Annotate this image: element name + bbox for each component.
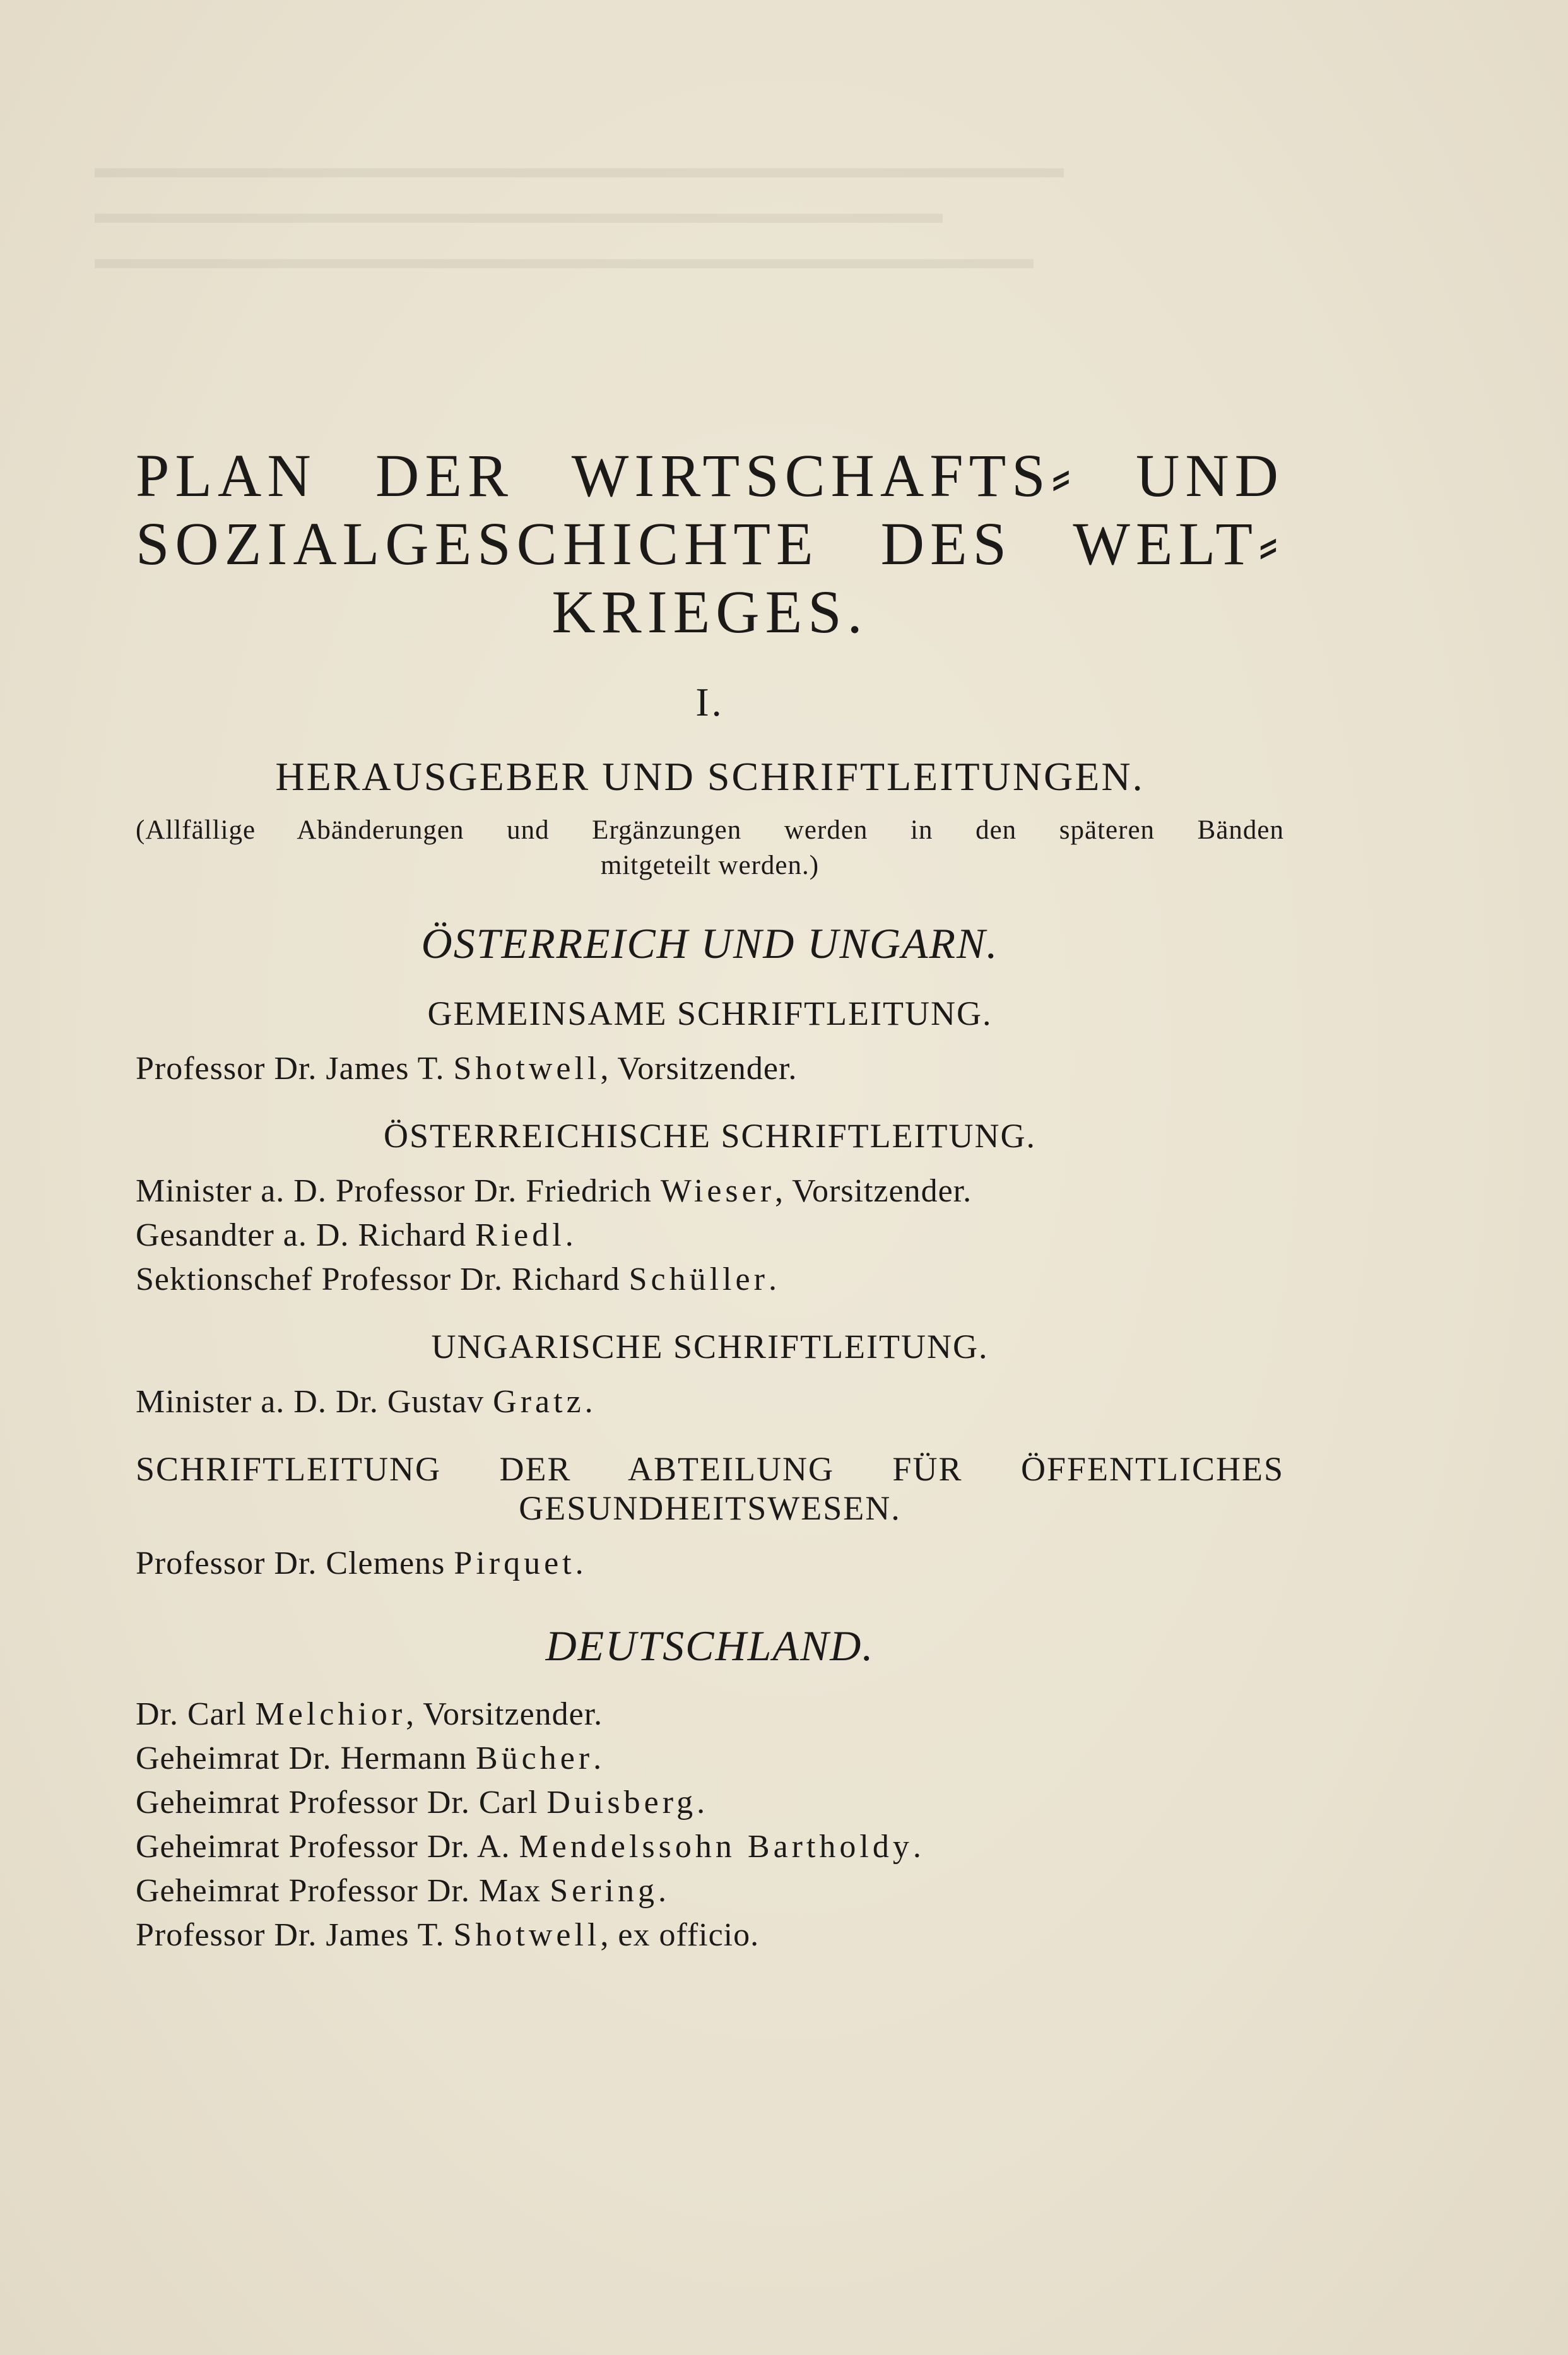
list-item: Geheimrat Professor Dr. Max Sering. <box>136 1873 667 1909</box>
list-item: Gesandter a. D. Richard Riedl. <box>136 1217 574 1253</box>
heading-joint-editorship: GEMEINSAME SCHRIFTLEITUNG. <box>427 995 993 1032</box>
bleed-through-texture: ▬▬▬▬▬▬▬▬▬▬▬▬▬▬▬▬▬▬▬▬▬▬▬▬▬▬▬▬▬▬▬▬ ▬▬▬▬▬▬▬▬▬▬▬▬▬▬▬▬▬▬▬▬▬▬▬▬▬▬▬▬ ▬▬▬▬▬▬▬▬▬▬▬▬▬▬▬▬▬▬▬▬▬▬▬▬▬▬▬▬▬▬▬ <box>95 151 1064 275</box>
heading-line-1: SCHRIFTLEITUNG DER ABTEILUNG FÜR ÖFFENTLICHES <box>136 1450 1284 1488</box>
title-line-1: PLAN DER WIRTSCHAFTS⸗ UND <box>136 442 1284 509</box>
note-line-2: mitgeteilt werden.) <box>600 851 820 880</box>
list-item: Dr. Carl Melchior, Vorsitzender. <box>136 1696 603 1732</box>
page-content <box>136 442 1284 1957</box>
heading-hungarian-editorship: UNGARISCHE SCHRIFTLEITUNG. <box>431 1328 989 1366</box>
document-title <box>136 442 1284 646</box>
list-item: Professor Dr. James T. Shotwell, ex officio. <box>136 1917 760 1953</box>
title-line-3: KRIEGES. <box>551 578 868 646</box>
section-number: I. <box>695 680 724 724</box>
list-item: Geheimrat Professor Dr. Carl Duisberg. <box>136 1785 706 1821</box>
joint-editorship-list <box>136 1047 1284 1091</box>
list-item: Geheimrat Professor Dr. A. Mendelssohn Bartholdy. <box>136 1829 922 1865</box>
list-item: Minister a. D. Dr. Gustav Gratz. <box>136 1384 594 1420</box>
heading-line-2: GESUNDHEITSWESEN. <box>519 1489 901 1527</box>
list-item: Geheimrat Dr. Hermann Bücher. <box>136 1740 603 1776</box>
germany-editorship-list <box>136 1692 1284 1957</box>
title-line-2: SOZIALGESCHICHTE DES WELT⸗ <box>136 510 1284 577</box>
hungarian-editorship-list <box>136 1380 1284 1424</box>
public-health-editorship-list <box>136 1542 1284 1586</box>
note-line-1: (Allfällige Abänderungen und Ergänzungen werden in den späteren Bänden <box>136 815 1284 845</box>
list-item: Professor Dr. James T. Shotwell, Vorsitzender. <box>136 1051 798 1087</box>
section-title: HERAUSGEBER UND SCHRIFTLEITUNGEN. <box>275 754 1145 799</box>
heading-austrian-editorship: ÖSTERREICHISCHE SCHRIFTLEITUNG. <box>383 1117 1037 1155</box>
austrian-editorship-list <box>136 1169 1284 1302</box>
list-item: Sektionschef Professor Dr. Richard Schüller. <box>136 1261 777 1297</box>
list-item: Professor Dr. Clemens Pirquet. <box>136 1545 584 1581</box>
editorial-note <box>136 813 1284 883</box>
country-heading-austria: ÖSTERREICH UND UNGARN. <box>421 919 999 967</box>
list-item: Minister a. D. Professor Dr. Friedrich Wieser, Vorsitzender. <box>136 1173 972 1209</box>
country-heading-germany: DEUTSCHLAND. <box>545 1622 875 1670</box>
heading-public-health-editorship <box>136 1449 1284 1528</box>
